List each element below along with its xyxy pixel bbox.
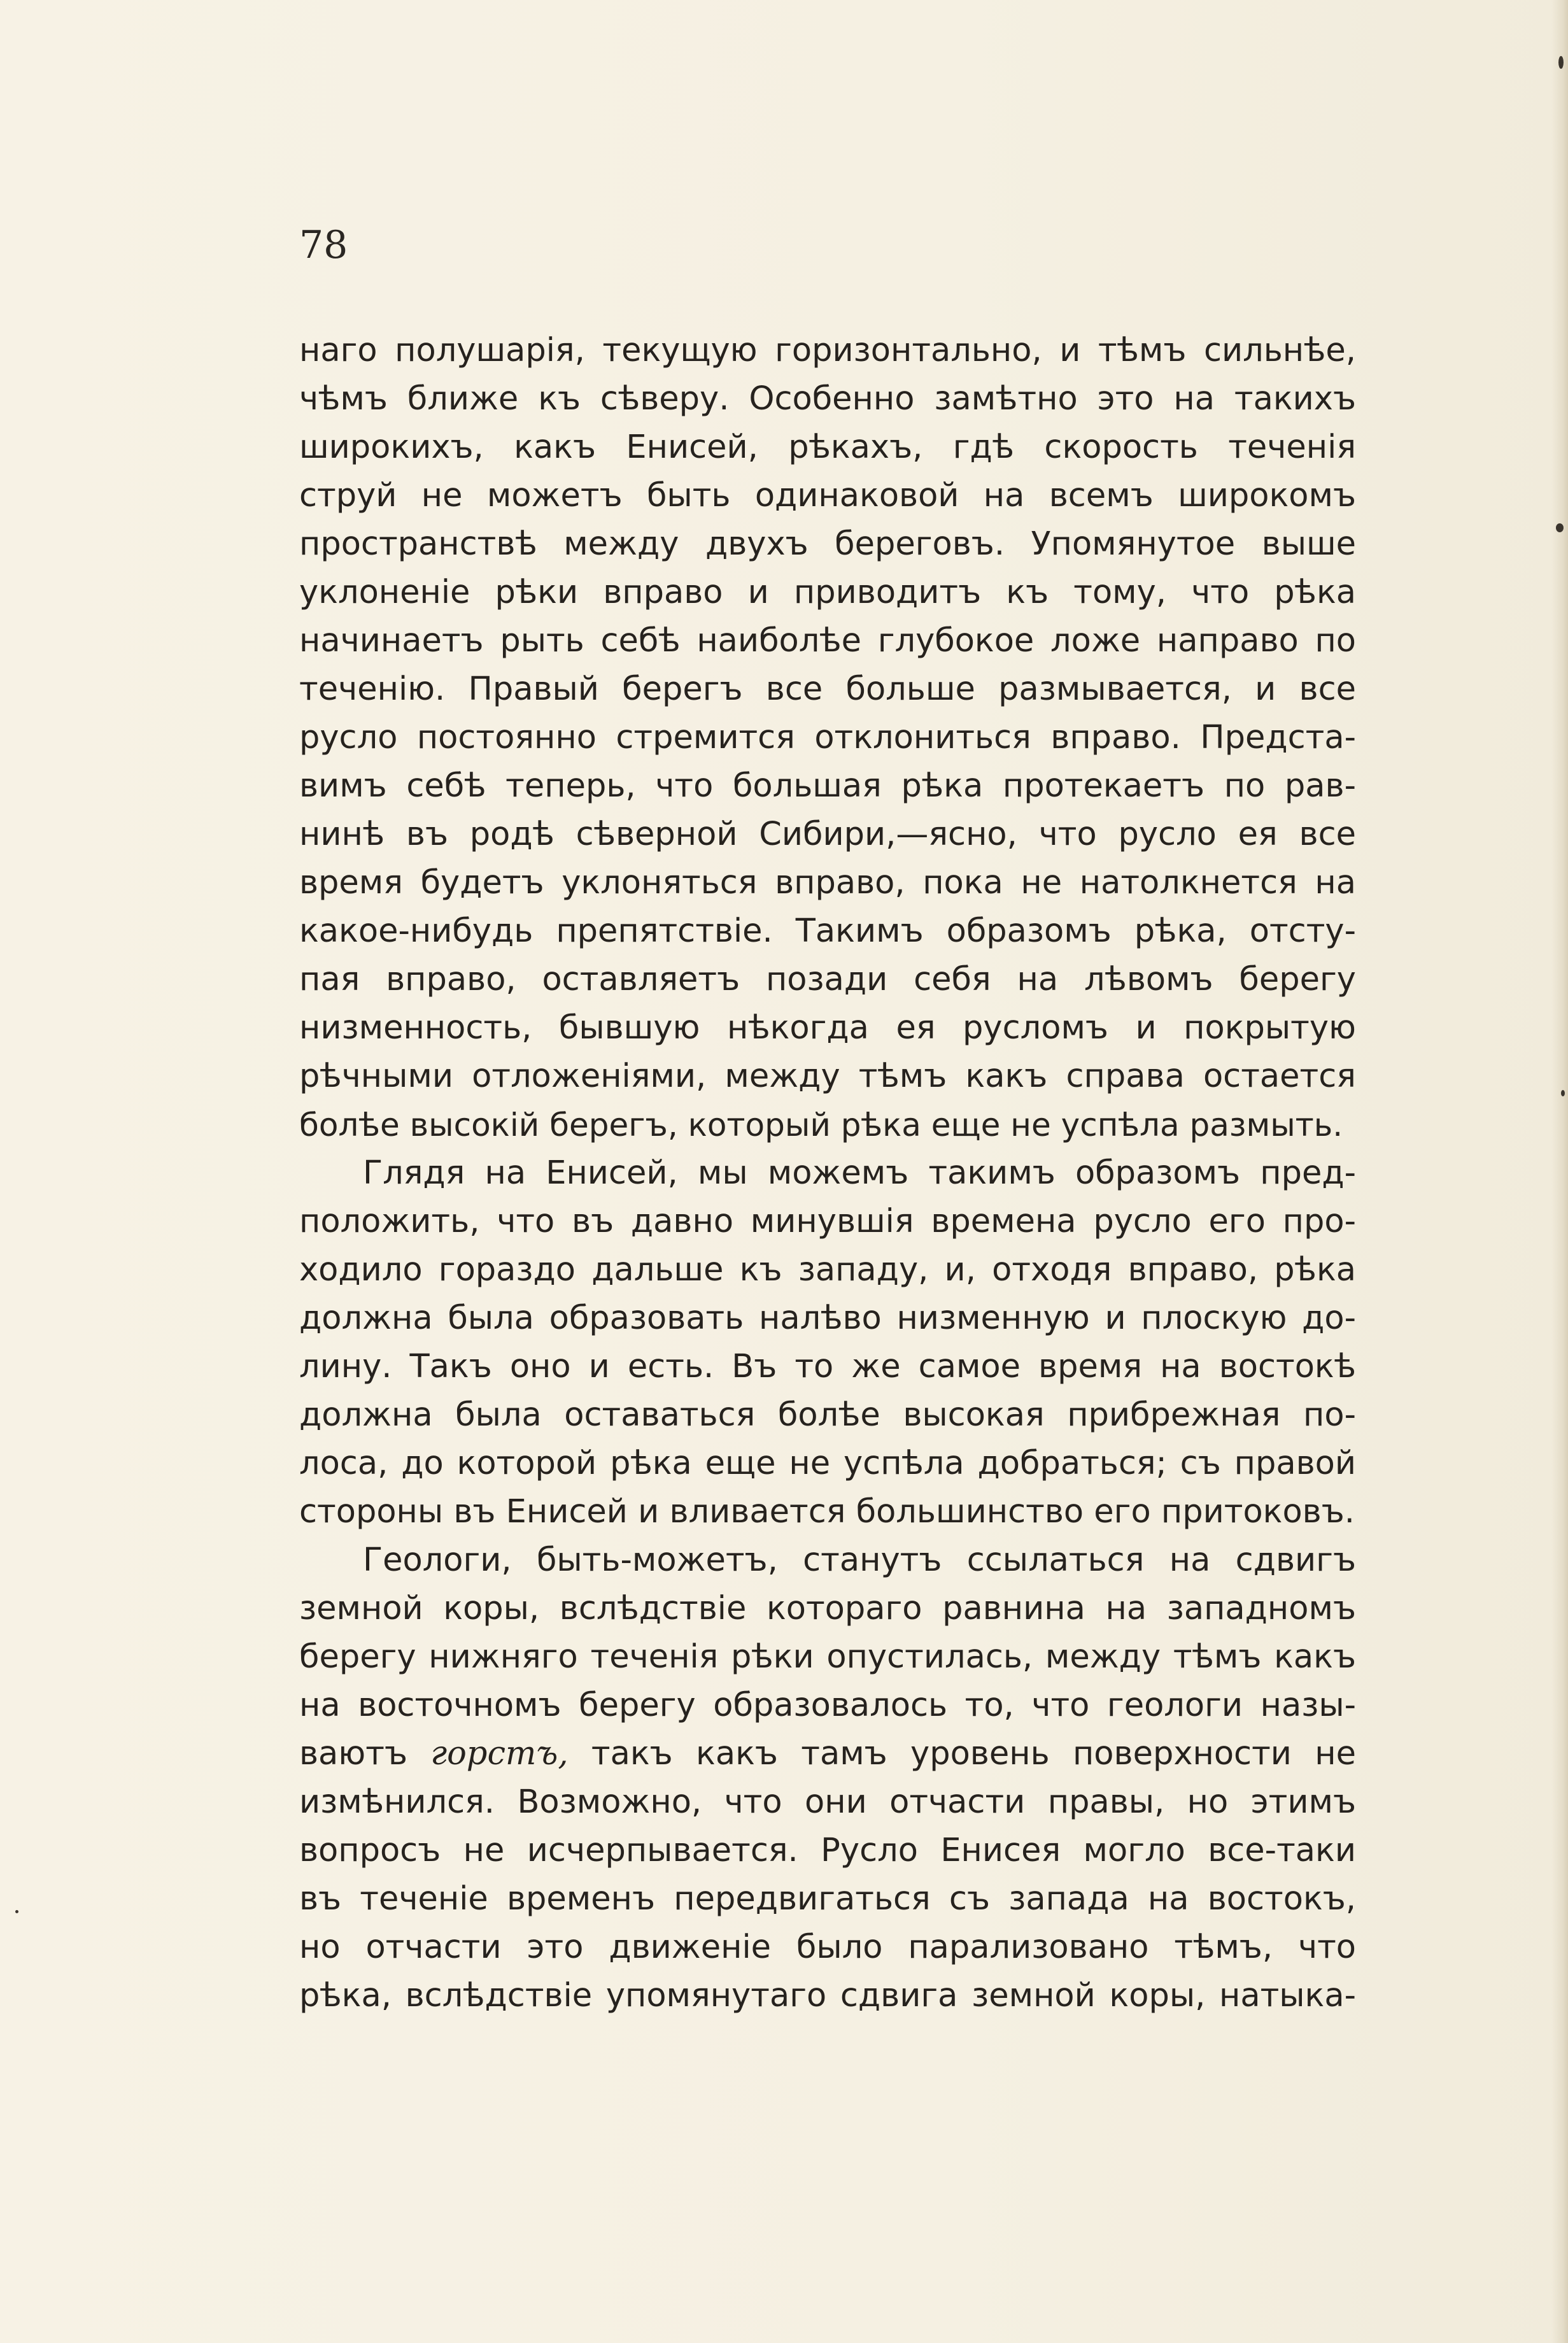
text-line: рѣка, вслѣдствіе упомянутаго сдвига земной коры, натыка- [299, 1977, 1356, 2014]
text-line: низменность, бывшую нѣкогда ея русломъ и покрытую [299, 1009, 1356, 1047]
text-line: уклоненіе рѣки вправо и приводитъ къ тому, что рѣка [299, 574, 1356, 611]
text-line: вимъ себѣ теперь, что большая рѣка протекаетъ по рав- [299, 767, 1356, 805]
text-line: нинѣ въ родѣ сѣверной Сибири,—ясно, что русло ея все [299, 816, 1356, 853]
page-edge-shadow [1551, 0, 1568, 2343]
text-line: измѣнился. Возможно, что они отчасти правы, но этимъ [299, 1783, 1356, 1821]
margin-speck [15, 1910, 18, 1913]
text-line: пая вправо, оставляетъ позади себя на лѣвомъ берегу [299, 961, 1356, 998]
text-line: но отчасти это движеніе было парализовано тѣмъ, что [299, 1929, 1356, 1966]
text-line: рѣчными отложеніями, между тѣмъ какъ справа остается [299, 1058, 1356, 1095]
text-line: чѣмъ ближе къ сѣверу. Особенно замѣтно это на такихъ [299, 380, 1356, 418]
text-line: широкихъ, какъ Енисей, рѣкахъ, гдѣ скорость теченія [299, 428, 1356, 466]
text-line: начинаетъ рыть себѣ наиболѣе глубокое ложе направо по [299, 622, 1356, 660]
text-line: стороны въ Енисей и вливается большинство его притоковъ. [299, 1493, 1355, 1531]
text-line: вопросъ не исчерпывается. Русло Енисея могло все-таки [299, 1832, 1356, 1869]
text-line: земной коры, вслѣдствіе котораго равнина на западномъ [299, 1590, 1356, 1627]
text-line: струй не можетъ быть одинаковой на всемъ широкомъ [299, 477, 1356, 514]
text-line: пространствѣ между двухъ береговъ. Упомянутое выше [299, 525, 1356, 563]
text-segment: такъ какъ тамъ уровень поверхности не [568, 1735, 1356, 1773]
text-line: берегу нижняго теченія рѣки опустилась, между тѣмъ какъ [299, 1638, 1356, 1676]
text-line: время будетъ уклоняться вправо, пока не натолкнется на [299, 864, 1356, 902]
text-line: должна была образовать налѣво низменную и плоскую до- [299, 1299, 1356, 1337]
text-line [299, 1730, 1356, 1778]
text-line: должна была оставаться болѣе высокая прибрежная по- [299, 1396, 1356, 1434]
text-line: ходило гораздо дальше къ западу, и, отходя вправо, рѣка [299, 1251, 1356, 1289]
italic-term: горстъ, [430, 1735, 569, 1773]
page-number: 78 [299, 223, 348, 267]
text-line: Геологи, быть-можетъ, станутъ ссылаться на сдвигъ [363, 1541, 1356, 1579]
text-line: наго полушарія, текущую горизонтально, и тѣмъ сильнѣе, [299, 332, 1356, 369]
text-line: русло постоянно стремится отклониться вправо. Предста- [299, 719, 1356, 756]
text-line: болѣе высокій берегъ, который рѣка еще не успѣла размыть. [299, 1107, 1343, 1143]
text-line: въ теченіе временъ передвигаться съ запада на востокъ, [299, 1880, 1356, 1918]
text-line: лину. Такъ оно и есть. Въ то же самое время на востокѣ [299, 1348, 1356, 1385]
margin-speck [1558, 56, 1564, 69]
text-segment: ваютъ [299, 1735, 431, 1773]
margin-speck [1556, 523, 1564, 532]
text-line: какое-нибудь препятствіе. Такимъ образомъ рѣка, отсту- [299, 912, 1356, 950]
text-line: теченію. Правый берегъ все больше размывается, и все [299, 670, 1356, 708]
text-line: положить, что въ давно минувшія времена русло его про- [299, 1203, 1356, 1240]
body-text [299, 327, 1356, 2020]
text-line: лоса, до которой рѣка еще не успѣла добраться; съ правой [299, 1445, 1356, 1482]
text-line: на восточномъ берегу образовалось то, что геологи назы- [299, 1687, 1356, 1724]
text-line: Глядя на Енисей, мы можемъ такимъ образомъ пред- [363, 1154, 1356, 1192]
margin-speck [1561, 1090, 1565, 1096]
